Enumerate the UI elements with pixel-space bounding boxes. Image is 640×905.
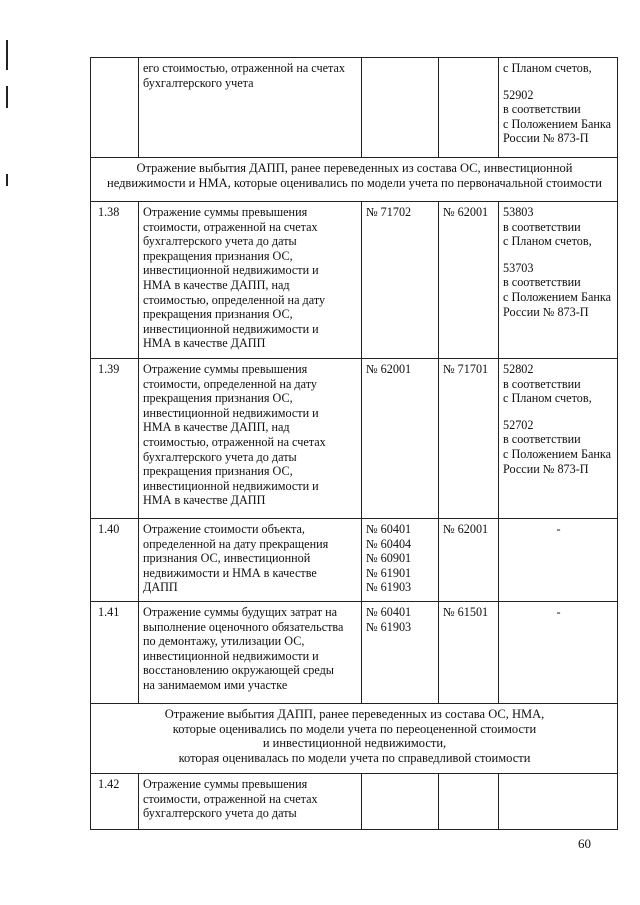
note-line: с Планом счетов,	[503, 234, 592, 249]
section-header-line: Отражение выбытия ДАПП, ранее переведенных из состава ОС, НМА,	[164, 707, 545, 721]
description-line: на занимаемом ими участке	[143, 677, 288, 692]
description-line: недвижимости и НМА в качестве	[143, 565, 317, 580]
description-line: восстановлению окружающей среды	[143, 663, 334, 678]
description-line: инвестиционной недвижимости и	[143, 405, 319, 420]
description-cell	[139, 359, 362, 519]
table-row	[91, 774, 618, 830]
credit-account: № 61501	[443, 605, 489, 619]
page-number: 60	[578, 836, 591, 851]
note-line: 52802	[503, 362, 534, 376]
note-cell	[499, 774, 618, 830]
note-cell	[499, 519, 618, 602]
credit-cell	[439, 359, 499, 519]
description-line: прекращения признания ОС,	[143, 248, 293, 263]
section-header-line: которые оценивались по модели учета по переоцененной стоимости	[172, 721, 537, 736]
debit-cell	[362, 774, 439, 830]
debit-account: № 60404	[366, 536, 412, 551]
note-line: с Положением Банка	[503, 289, 612, 304]
note-line: с Положением Банка	[503, 446, 612, 461]
note-line: с Положением Банка	[503, 116, 612, 131]
section-header-row	[91, 704, 618, 774]
table-row	[91, 602, 618, 704]
debit-cell	[362, 202, 439, 359]
entry-number: 1.38	[98, 205, 120, 219]
note-line: в соответствии	[503, 376, 581, 391]
description-line: НМА в качестве ДАПП, над	[143, 420, 290, 435]
credit-cell	[439, 58, 499, 158]
note-line: в соответствии	[503, 275, 581, 290]
section-header	[91, 158, 618, 202]
debit-cell	[362, 58, 439, 158]
description-line: инвестиционной недвижимости и	[143, 263, 319, 278]
debit-account: № 61903	[366, 619, 412, 634]
note-line: 52902	[503, 87, 534, 102]
description-line: бухгалтерского учета до даты	[143, 234, 297, 249]
description-line: выполнение оценочного обязательства	[143, 619, 344, 634]
scan-margin-mark	[6, 174, 8, 186]
description-line: Отражение суммы превышения	[143, 777, 308, 791]
debit-account: № 60901	[366, 551, 412, 566]
note-line: в соответствии	[503, 432, 581, 447]
description-line: определенной на дату прекращения	[143, 536, 329, 551]
table-row	[91, 359, 618, 519]
description-cell	[139, 774, 362, 830]
note-line: России № 873-П	[503, 304, 589, 319]
entry-number-cell	[91, 359, 139, 519]
credit-cell	[439, 202, 499, 359]
description-cell	[139, 519, 362, 602]
description-line: стоимости, отраженной на счетах	[143, 219, 318, 234]
description-line: инвестиционной недвижимости и	[143, 648, 319, 663]
entry-number-cell	[91, 202, 139, 359]
note-line: в соответствии	[503, 102, 581, 117]
description-line: НМА в качестве ДАПП	[143, 336, 266, 351]
description-line: стоимости, отраженной на счетах	[143, 791, 318, 806]
section-header-line: и инвестиционной недвижимости,	[262, 736, 447, 751]
table-row	[91, 519, 618, 602]
debit-account: № 61901	[366, 565, 412, 580]
empty-note-dash: -	[556, 605, 561, 619]
description-line: прекращения признания ОС,	[143, 464, 293, 479]
description-line: стоимостью, отраженной на счетах	[143, 434, 326, 449]
debit-account: № 60401	[366, 605, 412, 619]
note-cell	[499, 359, 618, 519]
entry-number-cell	[91, 58, 139, 158]
note-line: с Планом счетов,	[503, 391, 592, 406]
description-cell	[139, 58, 362, 158]
entry-number: 1.41	[98, 605, 120, 619]
note-line: в соответствии	[503, 219, 581, 234]
entry-number: 1.39	[98, 362, 120, 376]
note-line: 53703	[503, 260, 534, 275]
note-cell	[499, 202, 618, 359]
debit-account: № 61903	[366, 580, 412, 595]
entry-number-cell	[91, 519, 139, 602]
credit-cell	[439, 602, 499, 704]
debit-account: № 62001	[366, 362, 412, 376]
description-line: инвестиционной недвижимости и	[143, 321, 319, 336]
section-header-line: Отражение выбытия ДАПП, ранее переведенных из состава ОС, инвестиционной	[136, 161, 573, 175]
section-header	[91, 704, 618, 774]
description-line: Отражение стоимости объекта,	[143, 522, 305, 536]
description-line: по демонтажу, утилизации ОС,	[143, 634, 305, 649]
section-header-line: которая оценивалась по модели учета по справедливой стоимости	[178, 750, 531, 765]
description-line: Отражение суммы превышения	[143, 362, 308, 376]
accounting-entries-table	[90, 57, 618, 830]
description-line: прекращения признания ОС,	[143, 307, 293, 322]
debit-account: № 71702	[366, 205, 412, 219]
credit-account: № 62001	[443, 522, 489, 536]
description-line: прекращения признания ОС,	[143, 391, 293, 406]
table-row	[91, 58, 618, 158]
scan-margin-mark	[6, 40, 8, 70]
description-line: стоимости, определенной на дату	[143, 376, 317, 391]
note-cell	[499, 602, 618, 704]
description-line: НМА в качестве ДАПП	[143, 493, 266, 508]
credit-cell	[439, 774, 499, 830]
description-line: инвестиционной недвижимости и	[143, 478, 319, 493]
note-line: России № 873-П	[503, 461, 589, 476]
empty-note-dash: -	[556, 522, 561, 536]
note-cell	[499, 58, 618, 158]
description-cell	[139, 602, 362, 704]
description-line: признания ОС, инвестиционной	[143, 551, 311, 566]
credit-account: № 62001	[443, 205, 489, 219]
description-line: бухгалтерского учета	[143, 75, 254, 90]
description-line: бухгалтерского учета до даты	[143, 806, 297, 821]
credit-account: № 71701	[443, 362, 489, 376]
entry-number: 1.40	[98, 522, 120, 536]
section-header-line: недвижимости и НМА, которые оценивались по модели учета по первоначальной стоимости	[107, 175, 602, 190]
debit-cell	[362, 519, 439, 602]
description-line: НМА в качестве ДАПП, над	[143, 277, 290, 292]
scan-margin-mark	[6, 86, 8, 108]
description-line: Отражение суммы превышения	[143, 205, 308, 219]
table-row	[91, 202, 618, 359]
description-cell	[139, 202, 362, 359]
description-line: его стоимостью, отраженной на счетах	[143, 61, 345, 75]
description-line: ДАПП	[143, 580, 178, 595]
description-line: Отражение суммы будущих затрат на	[143, 605, 338, 619]
note-line: России № 873-П	[503, 131, 589, 146]
note-line: 52702	[503, 417, 534, 432]
entry-number: 1.42	[98, 777, 120, 791]
debit-cell	[362, 359, 439, 519]
debit-cell	[362, 602, 439, 704]
debit-account: № 60401	[366, 522, 412, 536]
note-line: с Планом счетов,	[503, 61, 592, 75]
description-line: стоимостью, определенной на дату	[143, 292, 326, 307]
entry-number-cell	[91, 774, 139, 830]
credit-cell	[439, 519, 499, 602]
note-line: 53803	[503, 205, 534, 219]
section-header-row	[91, 158, 618, 202]
entry-number-cell	[91, 602, 139, 704]
description-line: бухгалтерского учета до даты	[143, 449, 297, 464]
